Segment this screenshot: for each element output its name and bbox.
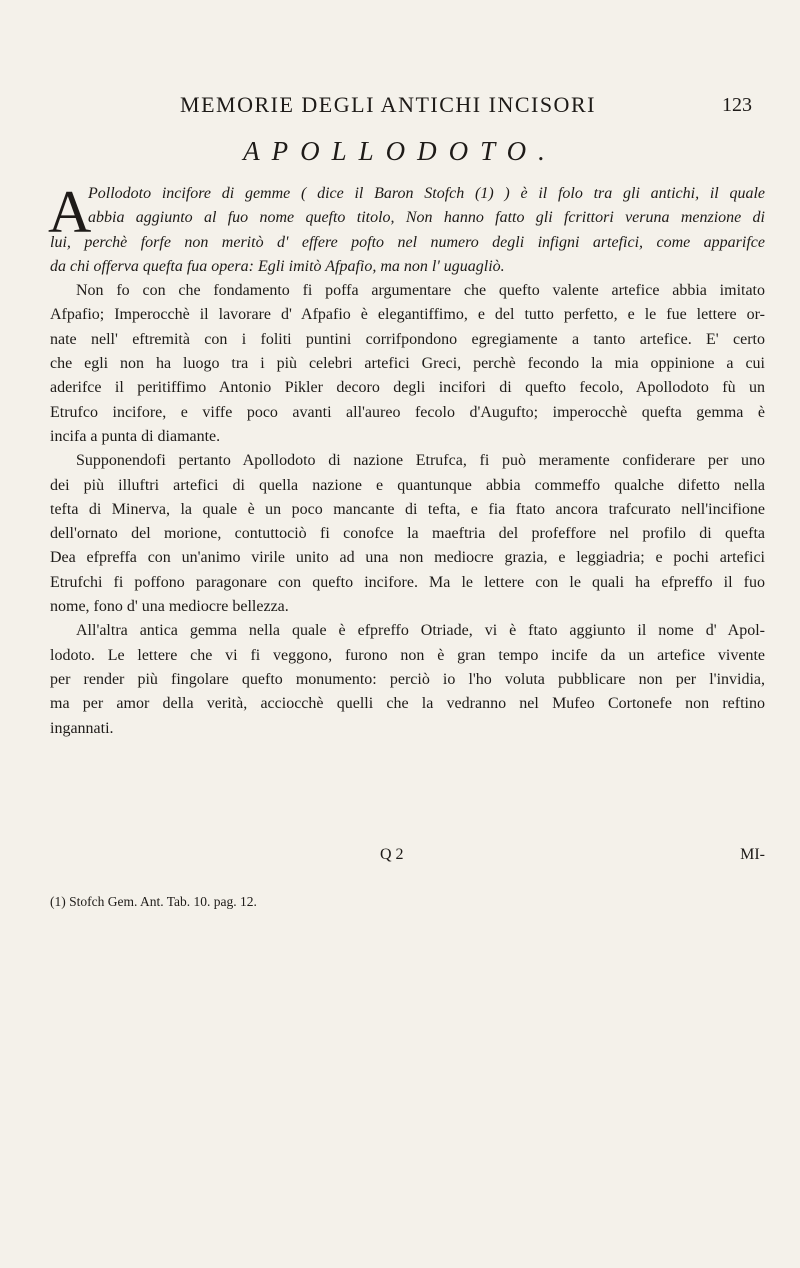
text-line: aderifce il peritiffimo Antonio Pikler decoro degli incifori di quefto fecolo, Apollodoto fù un (50, 379, 765, 397)
text-line: ingannati. (50, 719, 114, 737)
text-line: per render più fingolare quefto monumento: perciò io l'ho voluta pubblicare non per l'invidia, (50, 670, 765, 688)
footnote: (1) Stofch Gem. Ant. Tab. 10. pag. 12. (50, 894, 257, 909)
text-line: Non fo con che fondamento fi poffa argumentare che quefto valente artefice abbia imitato (76, 282, 765, 300)
text-line: che egli non ha luogo tra i più celebri artefici Greci, perchè fecondo la mia oppinione a cui (50, 355, 765, 373)
text-line: lui, perchè forfe non meritò d' effere pofto nel numero degli infigni artefici, come apparifce (50, 233, 765, 251)
text-line: Etrufco incifore, e viffe poco avanti all'aureo fecolo d'Augufto; imperocchè quefta gemma è (50, 403, 765, 421)
drop-cap: A (48, 179, 92, 245)
text-line: incifa a punta di diamante. (50, 427, 221, 445)
text-line: All'altra antica gemma nella quale è efpreffo Otriade, vi è ftato aggiunto il nome d' Apol- (76, 622, 765, 640)
text-line: dei più illuftri artefici di quella nazione e quantunque abbia commeffo qualche difetto nella (50, 476, 765, 494)
text-line: da chi offerva quefta fua opera: Egli imitò Afpafio, ma non l' uguagliò. (50, 257, 505, 275)
text-line: nate nell' eftremità con i foliti puntini corrifpondono egregiamente a tanto artefice. E' certo (50, 330, 765, 348)
running-head (0, 92, 800, 122)
text-line: ma per amor della verità, acciocchè quelli che la vedranno nel Mufeo Cortonefe non reftino (50, 695, 765, 713)
page-number: 123 (722, 94, 752, 116)
text-line: Etrufchi fi poffono paragonare con quefto incifore. Ma le lettere con le quali ha efpreffo il fuo (50, 573, 765, 591)
text-line: lodoto. Le lettere che vi fi veggono, furono non è gran tempo incife da un artefice vivente (50, 646, 765, 664)
paragraph-3 (50, 449, 765, 619)
catchword: MI- (740, 846, 765, 863)
text-line: dell'ornato del morione, contuttociò fi conofce la maeftria del profeffore nel profilo di quefta (50, 525, 765, 543)
text-line: Pollodoto incifore di gemme ( dice il Baron Stofch (1) ) è il folo tra gli antichi, il quale (88, 185, 765, 202)
signature-mark: Q 2 (380, 846, 404, 863)
text-line: Afpafio; Imperocchè il lavorare d' Afpafio è elegantiffimo, e del tutto perfetto, e le fue lettere or- (50, 306, 765, 324)
paragraph-1 (48, 179, 765, 279)
text-line: tefta di Minerva, la quale è un poco mancante di tefta, e fia ftato ancora trafcurato nell'incifione (50, 500, 765, 518)
text-line: abbia aggiunto al fuo nome quefto titolo, Non hanno fatto gli fcrittori veruna menzione di (88, 209, 765, 227)
text-line: Dea efpreffa con un'animo virile unito ad una non mediocre grazia, e leggiadria; e pochi artefici (50, 549, 765, 567)
paragraph-2 (50, 279, 765, 449)
body-text (48, 179, 765, 741)
text-line: Supponendofi pertanto Apollodoto di nazione Etrufca, fi può meramente confiderare per uno (76, 452, 765, 470)
article-title: APOLLODOTO. (243, 136, 557, 166)
paragraph-4 (50, 619, 765, 740)
text-line: nome, fono d' una mediocre bellezza. (50, 598, 289, 616)
running-title: MEMORIE DEGLI ANTICHI INCISORI (180, 92, 596, 117)
signature-row (50, 846, 765, 872)
